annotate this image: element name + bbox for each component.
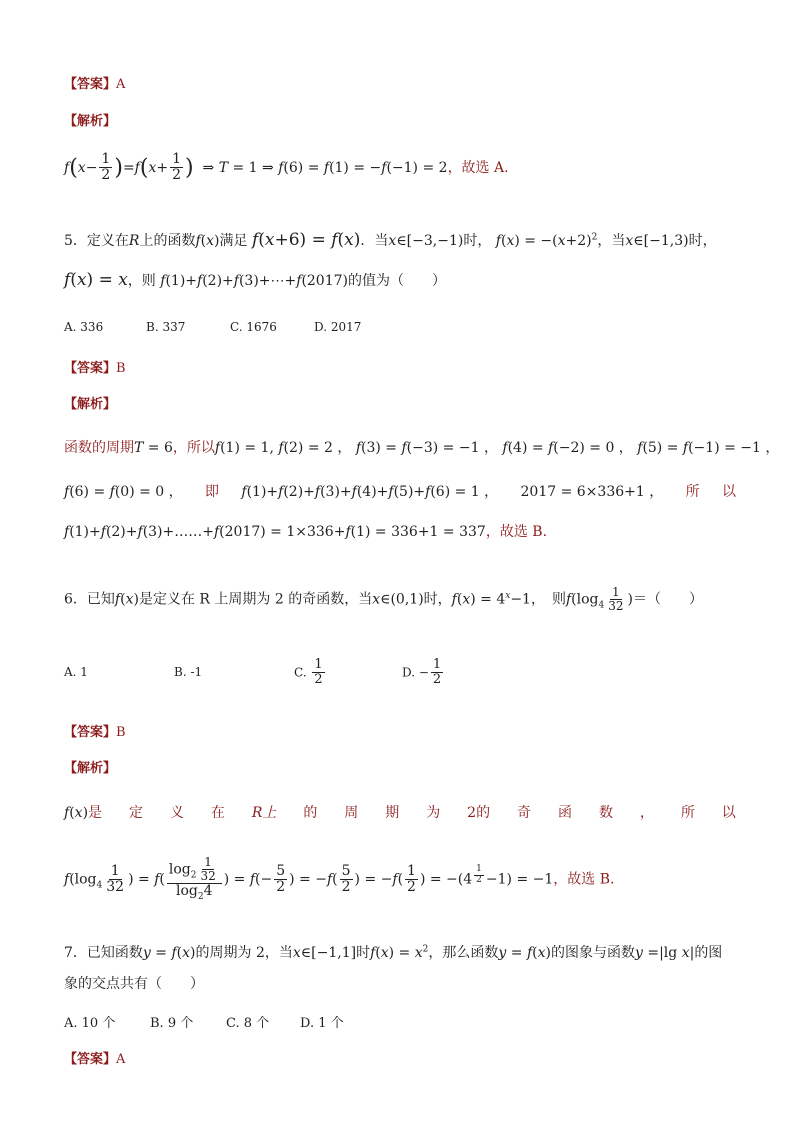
sol5-line2-mid: 即 [205, 484, 220, 500]
q6-tail: ＝（ ） [632, 591, 703, 608]
solution-4: f(x− $\frac{1}{2}$ )=f(x+ $\frac{1}{2}$ ) ⇒ T = 1 ⇒ f(6) = f(1) = −f(−1) = 2，故选 A. [64, 151, 509, 184]
q5-prefix: 5．定义在 [64, 233, 129, 249]
solution-5-line2: f(6) = f(0) = 0 ， 即 f(1)+f(2)+f(3)+f(4)+f(5)+f(6) = 1 ， 2017 = 6×336+1 ， 所 以 [64, 481, 736, 501]
analysis-5-label [64, 393, 116, 412]
answer-value: A [116, 1052, 126, 1067]
answer-5 [64, 357, 126, 376]
q7-option-c: C. 8 个 [226, 1016, 270, 1031]
q5-option-d: D. 2017 [314, 320, 362, 334]
question-6-options [64, 658, 445, 688]
analysis-label: 【解析】 [64, 397, 117, 412]
q5-option-c: C. 1676 [230, 320, 277, 334]
sol5-token: 所 [685, 484, 700, 500]
q5-line2-b: 的值为（ ） [348, 273, 446, 289]
sol5-prefix: 函数的周期 [64, 440, 134, 456]
answer-value: B [116, 361, 126, 376]
q6-mid3: ， 则 [530, 591, 566, 608]
analysis-label: 【解析】 [64, 761, 117, 776]
analysis-label: 【解析】 [64, 114, 117, 129]
question-5-line1: 5．定义在R上的函数f(x)满足 f(x+6) = f(x)．当x∈[−3,−1)时， $f(x) = -(x+2)^2$，当x∈[−1,3)时， [64, 230, 717, 250]
answer-label: 【答案】 [64, 1052, 117, 1067]
question-6: 6．已知f(x)是定义在 R 上周期为 2 的奇函数，当x∈(0,1)时，$f(x) = 4^x-1$， 则$f(\log_4$ $\frac{1}{32}$ )＝（ ） [64, 585, 703, 614]
q6-option-c: C. $\frac{1}{2}$ [294, 657, 323, 688]
q5-mid1: 上的函数 [139, 233, 196, 249]
q6-mid1: 是定义在 R 上周期为 2 的奇函数，当 [138, 591, 373, 608]
q5-mid2: 满足 [219, 233, 248, 249]
q7-option-b: B. 9 个 [150, 1016, 194, 1031]
q7-option-a: A. 10 个 [64, 1016, 116, 1031]
q5-mid6: 时， [688, 233, 717, 249]
sol5-tail: ，故选 B. [485, 524, 548, 540]
answer-7 [64, 1048, 125, 1067]
q7-option-d: D. 1 个 [300, 1016, 344, 1031]
answer-value: B [116, 725, 126, 740]
sol5-mid: ，所以 [172, 440, 215, 456]
q5-mid5: ，当 [597, 233, 626, 249]
q5-option-a: A. 336 [64, 320, 104, 334]
question-5-line2: f(x) = x，则 f(1)+f(2)+f(3)+⋯+f(2017)的值为（ ） [64, 270, 446, 290]
question-7-line1: 7．已知函数y = f(x)的周期为 2，当x∈[−1,1]时$f(x) = x^2$，那么函数y = f(x)的图象与函数y =|lg x|的图 [64, 944, 723, 961]
question-5-options [64, 320, 361, 334]
analysis-4-label [64, 110, 116, 129]
q6-option-d: D. − $\frac{1}{2}$ [402, 657, 442, 688]
question-7-line2: 象的交点共有（ ） [64, 976, 204, 992]
solution-5-line1: 函数的周期T = 6，所以f(1) = 1, f(2) = 2 ， f(3) = f(−3) = −1 ， f(4) = f(−2) = 0 ， f(5) = f(−1) = −1 ， [64, 440, 780, 456]
answer-value: A [116, 77, 126, 92]
sol5-token: 以 [721, 484, 736, 500]
q5-mid3: ．当 [360, 233, 389, 249]
analysis-6-label [64, 757, 116, 776]
q6-option-b: B. -1 [174, 665, 203, 680]
q6-mid2: 时， [423, 591, 452, 608]
answer-label: 【答案】 [64, 725, 117, 740]
question-7-options [64, 1012, 344, 1031]
solution-4-tail: ，故选 A. [447, 159, 509, 176]
answer-6 [64, 721, 126, 740]
q5-option-b: B. 337 [146, 320, 186, 334]
solution-6-line2: $f(\log_4$ $\frac{1}{32}$ ) = f( $\log_2$ $\frac{1}{32}$ $\log_24$ ) = f(− $\frac{5}{2}$ ) = −f( $\frac{5}{2}$ ) = −f( $\frac{1}{2}$ ) = −(4 $^{\frac{1}{2}}$ −1) = −1，故选 B. [64, 855, 615, 903]
sol6-tail: ，故选 B. [553, 871, 615, 888]
solution-5-line3: f(1)+f(2)+f(3)+……+f(2017) = 1×336+f(1) = 336+1 = 337，故选 B. [64, 524, 548, 540]
q5-line2-a: ，则 [127, 273, 156, 289]
q5-mid4: 时， [463, 233, 492, 249]
answer-4 [64, 73, 125, 92]
q6-prefix: 6．已知 [64, 591, 115, 608]
answer-label: 【答案】 [64, 361, 117, 376]
q6-option-a: A. 1 [64, 665, 88, 680]
solution-6-line1: f(x)是 定 义 在 R上 的 周 期 为 2的 奇 函 数 ， 所 以 [64, 805, 736, 821]
answer-label: 【答案】 [64, 77, 117, 92]
